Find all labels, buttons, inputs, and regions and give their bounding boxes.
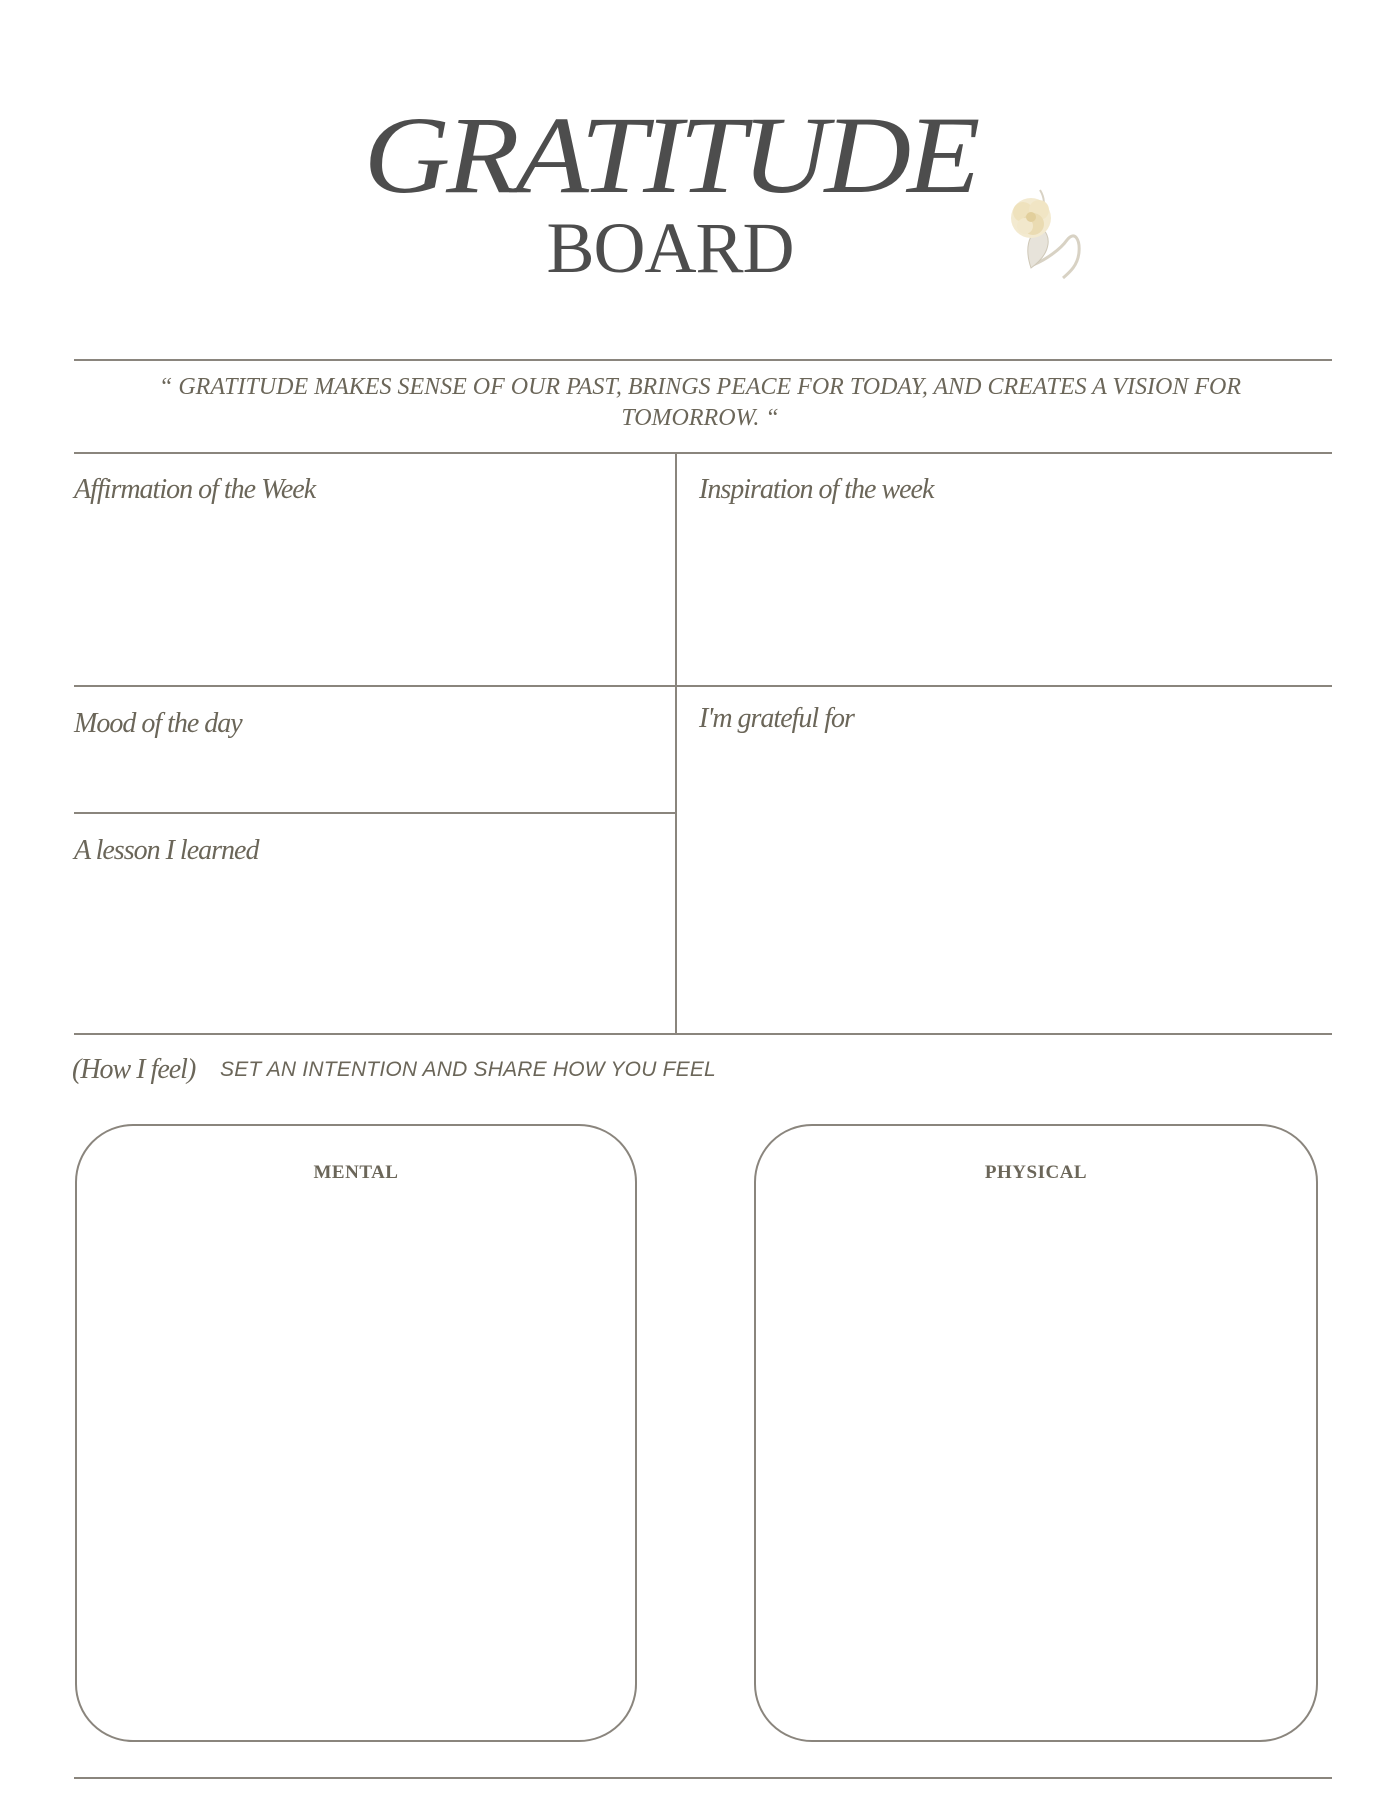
divider-top [74,359,1332,361]
how-i-feel-label: (How I feel) [72,1054,196,1085]
intention-instruction: SET AN INTENTION AND SHARE HOW YOU FEEL [220,1058,716,1081]
divider-footer [74,1777,1332,1779]
divider-quote-bottom [74,452,1332,454]
physical-title: PHYSICAL [984,1162,1088,1183]
divider-vertical [675,452,677,1034]
inspiration-label: Inspiration of the week [699,474,934,505]
divider-middle [74,685,1332,687]
divider-left [74,812,675,814]
grateful-label: I'm grateful for [699,703,854,734]
mood-label: Mood of the day [74,708,242,739]
divider-bottom-grid [74,1033,1332,1035]
page-title: GRATITUDE [363,93,977,216]
quote-text: “ GRATITUDE MAKES SENSE OF OUR PAST, BRINGS PEACE FOR TODAY, AND CREATES A VISION FOR TOMORROW. “ [159,374,1241,431]
mental-title: MENTAL [313,1162,399,1183]
page-subtitle: BOARD [546,208,794,288]
mental-box [75,1124,637,1742]
physical-box [754,1124,1318,1742]
flower-icon [985,170,1095,285]
affirmation-label: Affirmation of the Week [74,474,316,505]
lesson-label: A lesson I learned [74,835,259,866]
